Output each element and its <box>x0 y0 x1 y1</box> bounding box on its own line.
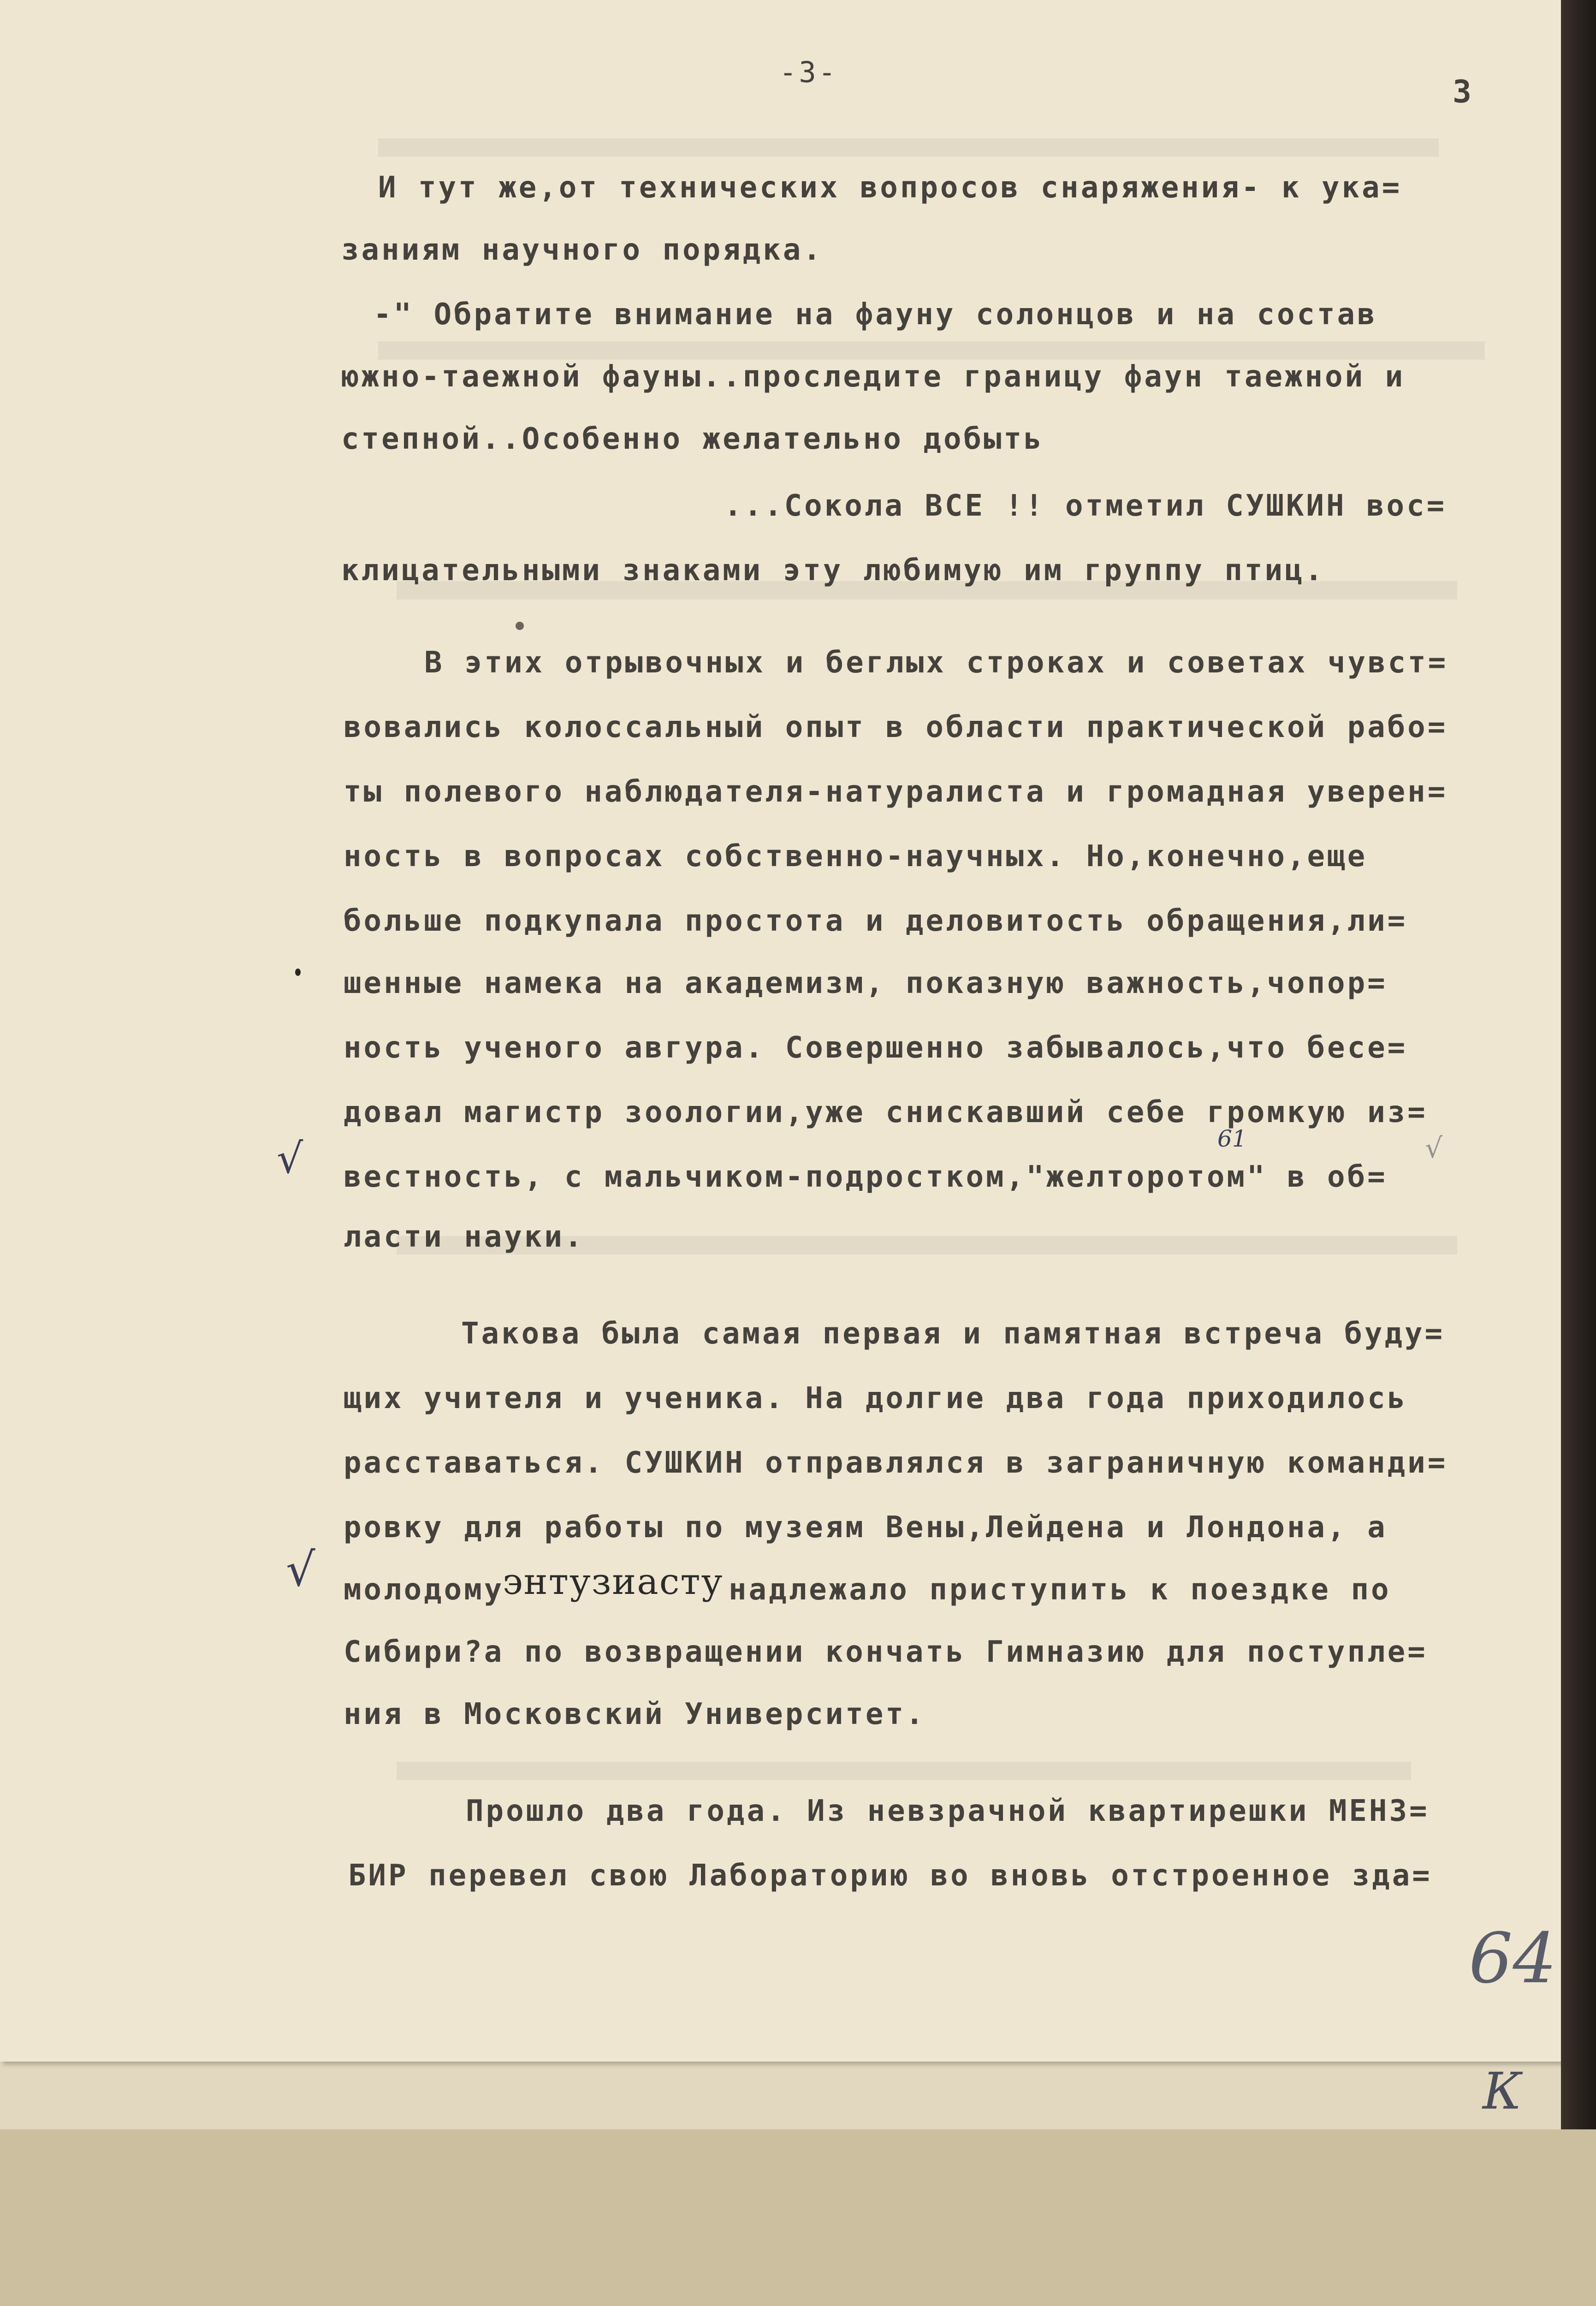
page-number-centered: -3- <box>779 55 838 89</box>
ink-dot <box>516 622 524 630</box>
check-mark-icon: √ <box>1425 1132 1443 1165</box>
text-line: надлежало приступить к поездке по <box>729 1573 1391 1607</box>
text-line: Такова была самая первая и памятная встреча буду= <box>461 1317 1445 1351</box>
folio-number: 64 <box>1469 1919 1557 1999</box>
text-line: ровку для работы по музеям Вены,Лейдена и Лондона, а <box>344 1510 1388 1545</box>
text-line: вестность, с мальчиком-подростком,"желторотом" в об= <box>344 1160 1388 1194</box>
text-line: молодому <box>344 1573 504 1607</box>
check-mark-icon: √ <box>286 1543 315 1597</box>
text-line: ность в вопросах собственно-научных. Но,конечно,еще <box>344 839 1368 874</box>
ink-dot <box>295 969 301 976</box>
text-line: Сибири?а по возвращении кончать Гимназию для поступле= <box>344 1635 1428 1669</box>
text-line: ность ученого авгура. Совершенно забывалось,что бесе= <box>344 1031 1408 1065</box>
text-line: щих учителя и ученика. На долгие два года приходилось <box>344 1381 1408 1415</box>
text-line: вовались колоссальный опыт в области практической рабо= <box>344 710 1448 744</box>
handwritten-insertion: энтузиасту <box>503 1561 724 1603</box>
text-line: БИР перевел свою Лабораторию во вновь отстроенное зда= <box>348 1859 1432 1893</box>
page-number-corner: 3 <box>1453 74 1474 110</box>
text-line: степной..Особенно желательно добыть <box>341 422 1044 456</box>
text-line: больше подкупала простота и деловитость обращения,ли= <box>344 904 1408 938</box>
text-line: довал магистр зоологии,уже снискавший себе громкую из= <box>344 1095 1428 1129</box>
text-line: ...Сокола ВСЕ !! отметил СУШКИН вос= <box>724 489 1447 523</box>
text-line: -" Обратите внимание на фауну солонцов и на состав <box>374 297 1377 332</box>
text-line: И тут же,от технических вопросов снаряжения- к ука= <box>378 171 1402 205</box>
text-line: ласти науки. <box>344 1220 585 1254</box>
text-line: расставаться. СУШКИН отправлялся в заграничную команди= <box>344 1446 1448 1480</box>
text-line: клицательными знаками эту любимую им группу птиц. <box>341 553 1325 588</box>
text-line: ты полевого наблюдателя-натуралиста и громадная уверен= <box>344 775 1448 809</box>
text-line: Прошло два года. Из невзрачной квартирешки МЕНЗ= <box>466 1794 1430 1828</box>
corner-mark: К <box>1483 2062 1522 2121</box>
handwritten-correction: 61 <box>1217 1125 1247 1152</box>
text-line: заниям научного порядка. <box>341 233 823 267</box>
text-line: южно-таежной фауны..проследите границу фаун таежной и <box>341 360 1406 394</box>
page-binding-edge <box>1561 0 1596 2129</box>
text-line: ния в Московский Университет. <box>344 1697 926 1731</box>
text-line: В этих отрывочных и беглых строках и советах чувст= <box>424 646 1448 680</box>
text-line: шенные намека на академизм, показную важность,чопор= <box>344 966 1388 1000</box>
check-mark-icon: √ <box>277 1135 303 1183</box>
